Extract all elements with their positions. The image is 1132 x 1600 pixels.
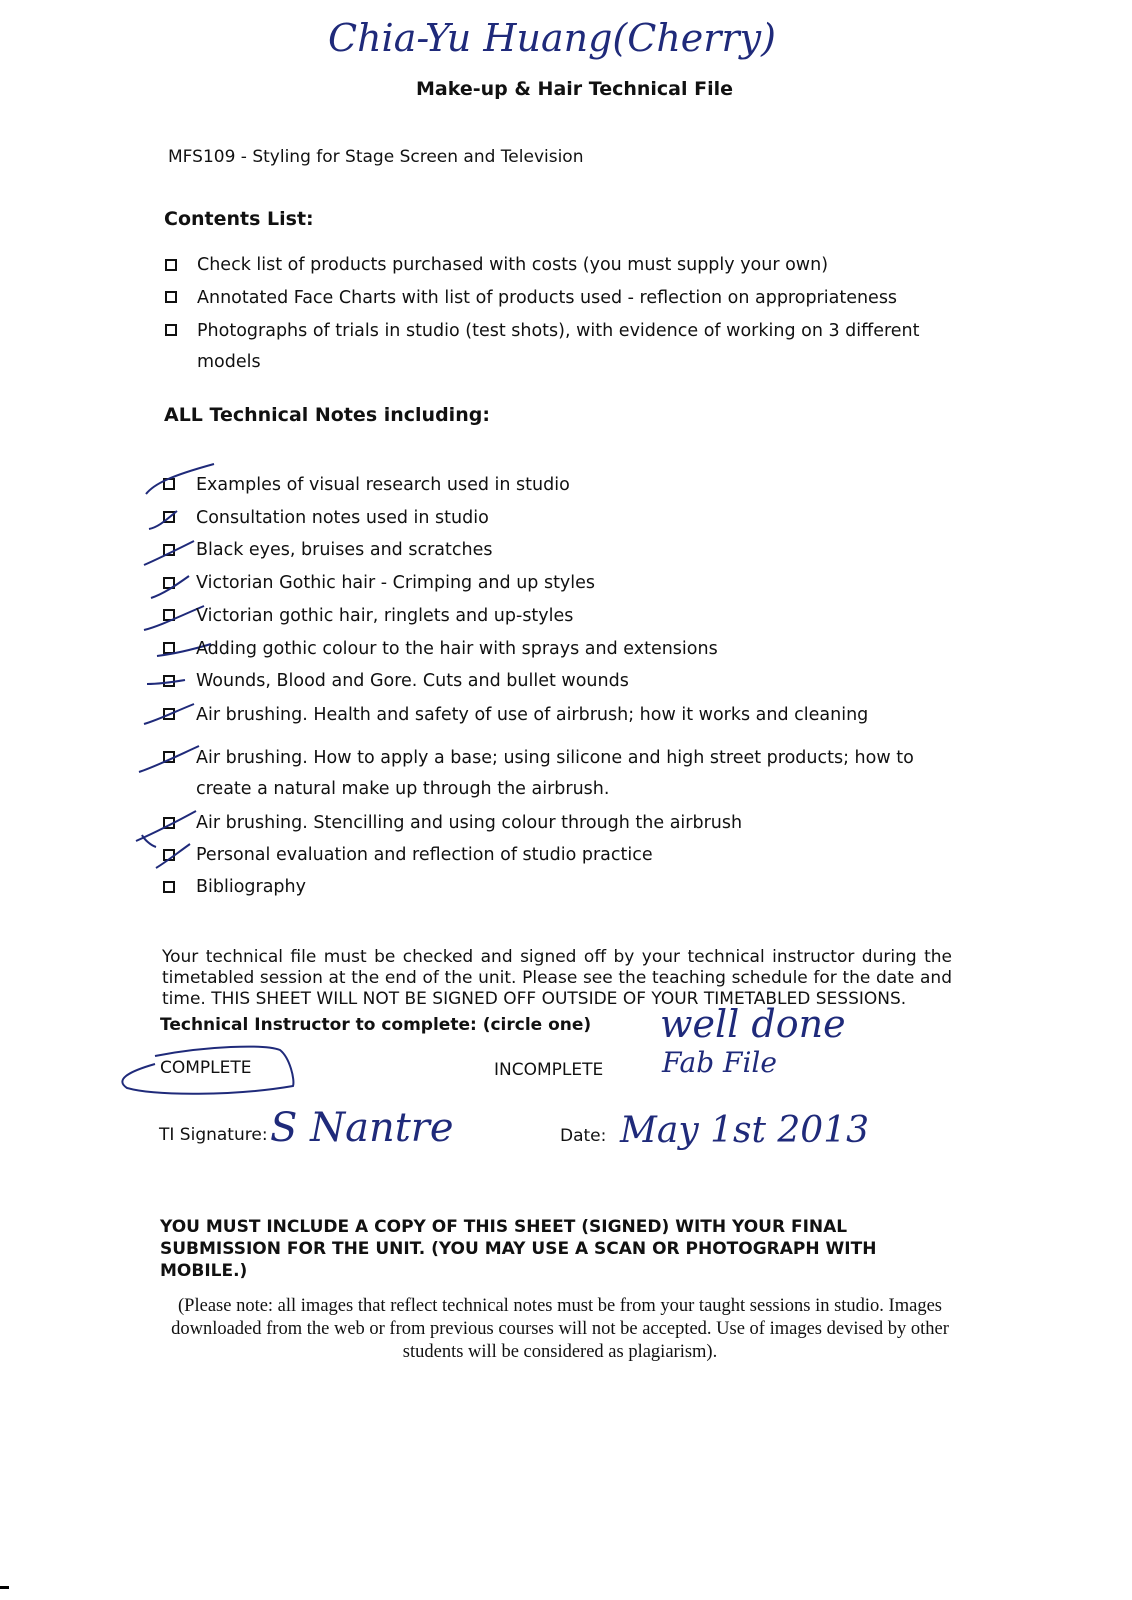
list-item-label: Black eyes, bruises and scratches <box>196 540 493 560</box>
list-item-label: Check list of products purchased with costs (you must supply your own) <box>197 255 829 275</box>
handwritten-tick-icon <box>140 698 200 728</box>
list-item-label: Consultation notes used in studio <box>196 508 489 528</box>
handwritten-date: May 1st 2013 <box>620 1110 870 1151</box>
contents-heading: Contents List: <box>164 208 314 230</box>
ti-signature: S Nantre <box>270 1105 454 1151</box>
handwritten-tick-icon <box>140 535 200 570</box>
scan-edge-mark <box>0 1586 9 1589</box>
list-item-label-cont: models <box>197 352 261 372</box>
handwritten-tick-icon <box>135 740 205 775</box>
option-incomplete[interactable]: INCOMPLETE <box>494 1060 604 1080</box>
document-title: Make-up & Hair Technical File <box>416 78 734 100</box>
checkbox[interactable] <box>165 259 177 271</box>
list-item-label-cont: create a natural make up through the airbrush. <box>196 779 610 799</box>
list-item-label: Photographs of trials in studio (test shots), with evidence of working on 3 different <box>197 321 920 341</box>
handwritten-circle-icon <box>115 1030 300 1100</box>
module-code: MFS109 - Styling for Stage Screen and Television <box>168 147 584 167</box>
list-item-label: Annotated Face Charts with list of products used - reflection on appropriateness <box>197 288 898 308</box>
instructions-paragraph: Your technical file must be checked and signed off by your technical instructor during the timetabled session at the end of the unit. Please see the teaching schedule for the date and time. THIS SHEET WILL NOT BE SIGNED OFF OUTSIDE OF YOUR TIMETABLED SESSIONS. <box>162 947 952 1009</box>
list-item-label: Adding gothic colour to the hair with sprays and extensions <box>196 639 718 659</box>
list-item-label: Examples of visual research used in studio <box>196 475 570 495</box>
list-item-label: Wounds, Blood and Gore. Cuts and bullet wounds <box>196 671 629 691</box>
handwritten-tick-icon <box>145 672 190 692</box>
plagiarism-note: (Please note: all images that reflect technical notes must be from your taught sessions in studio. Images downloaded from the web or from previous courses will not be accepted. Use of images devised by other students will be considered as plagiarism). <box>171 1296 949 1362</box>
handwritten-comment: well done <box>660 1002 846 1046</box>
date-label: Date: <box>560 1126 607 1146</box>
signoff-heading: Technical Instructor to complete: (circle one) <box>160 1015 592 1035</box>
handwritten-tick-icon <box>145 505 185 535</box>
checkbox[interactable] <box>165 291 177 303</box>
list-item-label: Personal evaluation and reflection of studio practice <box>196 845 653 865</box>
list-item-label: Victorian gothic hair, ringlets and up-styles <box>196 606 574 626</box>
list-item-label: Air brushing. Stencilling and using colour through the airbrush <box>196 813 743 833</box>
list-item-label: Victorian Gothic hair - Crimping and up styles <box>196 573 596 593</box>
checkbox[interactable] <box>163 881 175 893</box>
submission-warning: YOU MUST INCLUDE A COPY OF THIS SHEET (SIGNED) WITH YOUR FINAL SUBMISSION FOR THE UNIT. (YOU MAY USE A SCAN OR PHOTOGRAPH WITH MOBILE.) <box>160 1217 877 1281</box>
list-item-label: Air brushing. Health and safety of use of airbrush; how it works and cleaning <box>196 705 869 725</box>
handwritten-tick-icon <box>150 838 195 873</box>
student-name-handwritten: Chia-Yu Huang(Cherry) <box>328 16 776 60</box>
list-item-label: Bibliography <box>196 877 306 897</box>
handwritten-comment-2: Fab File <box>662 1046 777 1079</box>
signature-label: TI Signature: <box>159 1125 268 1145</box>
checkbox[interactable] <box>165 324 177 336</box>
technical-notes-heading: ALL Technical Notes including: <box>164 404 490 426</box>
list-item-label: Air brushing. How to apply a base; using silicone and high street products; how to <box>196 748 914 768</box>
option-complete[interactable]: COMPLETE <box>160 1058 252 1078</box>
